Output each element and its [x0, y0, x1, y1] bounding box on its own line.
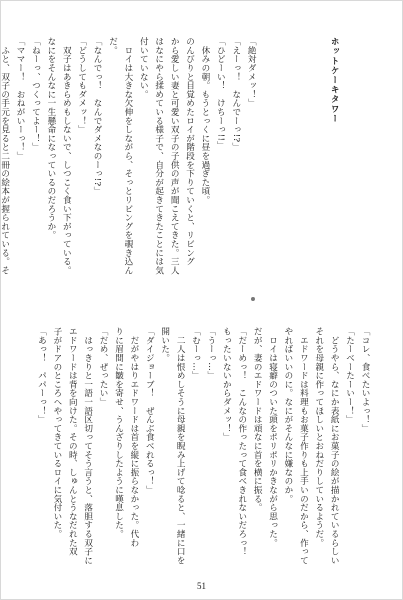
- text-column: 「ダイジョーブ！ ぜんぶ食べれるっ！」: [144, 327, 155, 495]
- text-column: 双子はあきらめもしないで、しつこく食い下がっている。: [61, 37, 72, 275]
- text-column: どうやら、なにか表紙にお菓子の絵が描かれているらしい: [329, 327, 340, 565]
- text-column: 「だーめっ！ こんなの作ったって食べきれないだろっ！: [236, 327, 247, 556]
- text-column: 「ねーっ、つくってよー！」: [30, 37, 41, 152]
- text-column: 「どうしてもダメッ！」: [76, 37, 87, 134]
- text-column: だが、妻のエドワードは頑なに首を横に振る。: [252, 327, 263, 512]
- text-column: 「コレ、食べたいよっ！」: [360, 327, 370, 433]
- text-column: 「なんでっ！ なんでダメなのーっ!?」: [92, 37, 103, 196]
- text-column: エドワードは料理もお菓子作りも上手いのだから、作って: [298, 327, 309, 565]
- text-column: 「だめ、ぜったい」: [98, 327, 109, 407]
- text-column: はっきりと一語一語区切ってそう言うと、落胆する双子に: [82, 327, 93, 565]
- text-column: なにをそんなに一生懸命になっているのだろうか。: [45, 37, 56, 240]
- page-number: 51: [197, 581, 206, 591]
- text-column: やればいいのに。なにがそんなに嫌なのか。: [282, 327, 293, 503]
- text-column: 開いた。: [159, 327, 170, 363]
- text-column: だがやはりエドワードは首を縦に振らなかった。代わ: [128, 327, 139, 547]
- text-column: 「うーっ…」: [205, 327, 216, 380]
- text-column: 「えーっ！ なんでーっ!?」: [230, 37, 241, 152]
- chapter-title: ホットケーキタワー: [329, 37, 340, 124]
- text-column: 「たーべーたーいー！」: [344, 327, 355, 424]
- text-column: 「むーっ…」: [190, 327, 201, 380]
- text-column: ふと、双子の手元を見ると二冊の絵本が握られている。そ: [0, 37, 10, 275]
- text-column: ロイは大きな欠伸をしながら、そっとリビングを覗き込ん: [122, 37, 133, 275]
- text-column: 子がドアのところへやってきているロイに気付いた。: [51, 327, 62, 539]
- title-spacer: [289, 37, 295, 287]
- text-column: それを母親に作ってほしいとおねだりしているようだ。: [313, 327, 324, 547]
- text-column: 付いていない。: [138, 37, 149, 99]
- text-column: りに眉間に皺を寄せ、うんざりしたように嘆息した。: [113, 327, 124, 539]
- text-column: から愛しい妻と可愛い双子の子供の声が聞こえてきた。三人: [169, 37, 180, 275]
- text-column: 二人は恨めしそうに母親を睨み上げて唸ると、一緒に口を: [175, 327, 186, 565]
- text-column: 「ママー！ おねがいーっ！」: [15, 37, 26, 161]
- text-column: ロイは寝癖のついた頭をポリポリかきながら思った。: [267, 327, 278, 547]
- bottom-text-block: [33, 327, 372, 577]
- text-column: だ。: [107, 37, 118, 55]
- text-column: のんびりと目覚めたロイが階段を下りていくと、リビング: [184, 37, 195, 266]
- top-text-block: [0, 37, 372, 287]
- scene-break-dot: [251, 297, 255, 301]
- text-column: 休みの朝。もうとっくに昼を過ぎた頃。: [199, 37, 210, 205]
- text-column: 「絶対ダメッ！」: [246, 37, 257, 108]
- text-column: エドワードは背を向けた。その時、しゅんとうなだれた双: [67, 327, 78, 556]
- text-column: 「あっ！ パパーっ！」: [36, 327, 47, 424]
- text-column: はなにやら揉めている様子で、自分が起きてきたことには気: [153, 37, 164, 275]
- text-column: 「ひどーい！ けちーっ!!」: [215, 37, 226, 150]
- text-column: もったいないからダメッ！」: [221, 327, 232, 442]
